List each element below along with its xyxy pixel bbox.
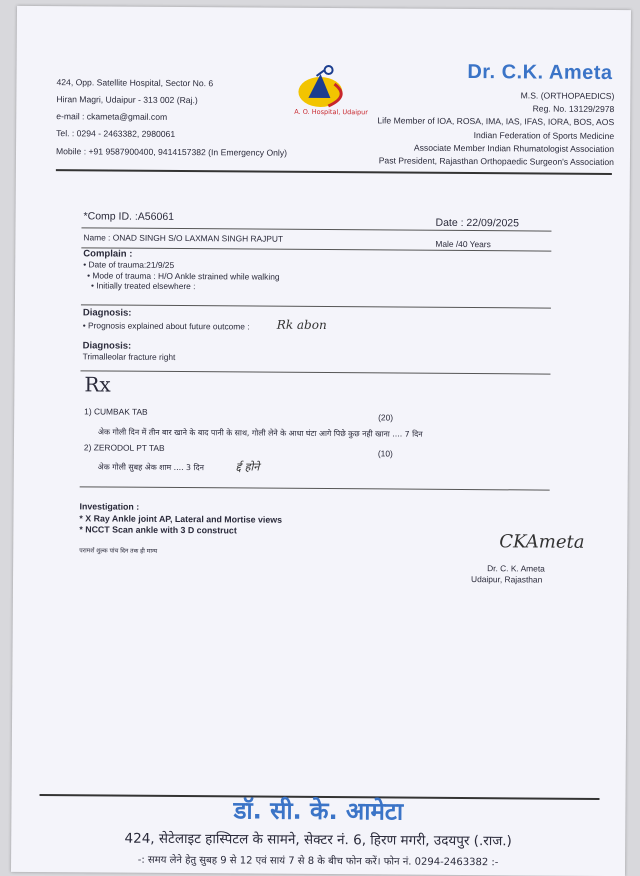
handwritten-prognosis: Rk abon xyxy=(276,317,327,333)
medicine-1-name: 1) CUMBAK TAB xyxy=(84,406,148,417)
medicine-2-instruction: अेक गोली सुबह अेक शाम .... 3 दिन xyxy=(97,462,205,473)
address-line-1: 424, Opp. Satellite Hospital, Sector No. 6 xyxy=(56,77,214,89)
comp-id: *Comp ID. :A56061 xyxy=(83,210,175,223)
visit-date: Date : 22/09/2025 xyxy=(435,216,520,230)
footer-timing: -: समय लेने हेतु सुबह 9 से 12 एवं सायं 7 से 8 के बीच फोन करें। फोन नं. 0294-2463382 :- xyxy=(137,854,499,869)
header-divider xyxy=(56,169,612,175)
membership-line-4: Past President, Rajasthan Orthopaedic Surgeon's Association xyxy=(378,155,614,168)
doctor-name: Dr. C.K. Ameta xyxy=(467,61,613,85)
registration-number: Reg. No. 13129/2978 xyxy=(532,103,615,115)
doctor-signature: CKAmeta xyxy=(499,531,585,553)
membership-line-3: Associate Member Indian Rhumatologist Association xyxy=(413,142,615,155)
consultation-validity: परामर्श शुल्क पांच दिन तक ही मान्य xyxy=(79,547,158,555)
investigation-line-1: * X Ray Ankle joint AP, Lateral and Mortise views xyxy=(79,513,283,525)
footer-address: 424, सेटेलाइट हास्पिटल के सामने, सेक्टर नं. 6, हिरण मगरी, उदयपुर (.राज.) xyxy=(124,830,512,850)
complain-line-2: • Mode of trauma : H/O Ankle strained while walking xyxy=(87,270,280,282)
address-line-2: Hiran Magri, Udaipur - 313 002 (Raj.) xyxy=(56,94,198,106)
complain-divider xyxy=(81,304,551,308)
prescription-sheet xyxy=(11,6,631,876)
patient-name: Name : ONAD SINGH S/O LAXMAN SINGH RAJPUT xyxy=(83,232,284,244)
rx-symbol: Rx xyxy=(84,372,111,397)
mobile-line: Mobile : +91 9587900400, 9414157382 (In Emergency Only) xyxy=(55,146,288,158)
investigation-heading: Investigation : xyxy=(79,501,140,512)
diagnosis-divider xyxy=(80,370,550,374)
membership-line-2: Indian Federation of Sports Medicine xyxy=(473,130,615,142)
diagnosis-heading: Diagnosis: xyxy=(82,307,132,319)
medicine-2-name: 2) ZERODOL PT TAB xyxy=(83,442,165,453)
membership-line-1: Life Member of IOA, ROSA, IMA, IAS, IFAS, IORA, BOS, AOS xyxy=(377,115,615,128)
email-line: e-mail : ckameta@gmail.com xyxy=(56,111,168,122)
medicine-2-qty: (10) xyxy=(377,448,393,459)
footer-doctor-name: डॉ. सी. के. आमेटा xyxy=(233,796,404,826)
handwritten-note: र्द्द होने xyxy=(235,460,260,474)
patient-age-sex: Male /40 Years xyxy=(435,238,491,250)
hospital-logo xyxy=(286,58,374,117)
investigation-line-2: * NCCT Scan ankle with 3 D construct xyxy=(79,524,237,536)
qualification: M.S. (ORTHOPAEDICS) xyxy=(520,90,615,102)
complain-line-3: • Initially treated elsewhere : xyxy=(91,280,196,292)
signature-place: Udaipur, Rajasthan xyxy=(471,574,543,585)
signature-name: Dr. C. K. Ameta xyxy=(487,563,545,574)
diagnosis-text: Trimalleolar fracture right xyxy=(82,351,176,362)
complain-heading: Complain : xyxy=(83,248,133,260)
prognosis-text: • Prognosis explained about future outcome : xyxy=(82,320,250,332)
complain-line-1: • Date of trauma:21/9/25 xyxy=(83,259,175,270)
logo-text: A. O. Hospital, Udaipur xyxy=(294,107,369,117)
rx-divider xyxy=(80,486,550,490)
diagnosis-heading-2: Diagnosis: xyxy=(82,340,132,352)
medicine-1-instruction: अेक गोली दिन में तीन बार खाने के बाद पानी के साथ, गोली लेने के आधा घंटा आगे पिछे कुछ नही खाना .... 7 दिन xyxy=(98,427,423,439)
telephone-line: Tel. : 0294 - 2463382, 2980061 xyxy=(56,128,176,139)
medicine-1-qty: (20) xyxy=(378,412,394,423)
